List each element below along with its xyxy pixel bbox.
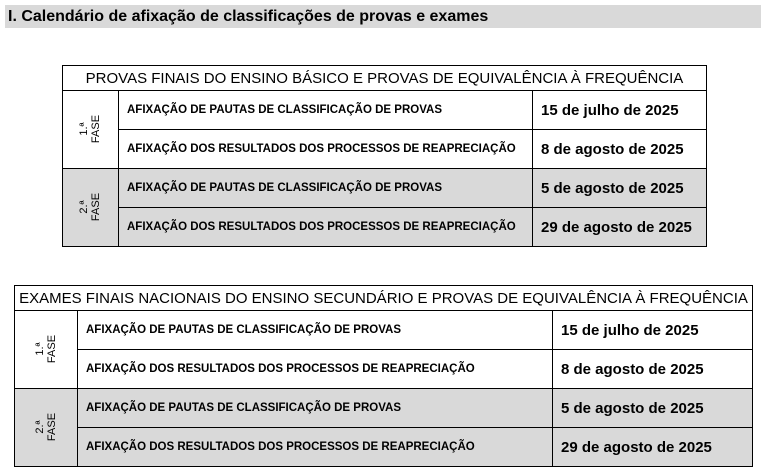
table-row — [63, 208, 707, 247]
phase-label: 2.ª FASE — [15, 389, 78, 467]
row-description: AFIXAÇÃO DOS RESULTADOS DOS PROCESSOS DE REAPRECIAÇÃO — [78, 428, 553, 467]
row-date: 15 de julho de 2025 — [553, 311, 753, 350]
table-row — [15, 311, 753, 350]
row-date: 29 de agosto de 2025 — [553, 428, 753, 467]
row-description: AFIXAÇÃO DE PAUTAS DE CLASSIFICAÇÃO DE PROVAS — [119, 169, 533, 208]
row-description: AFIXAÇÃO DE PAUTAS DE CLASSIFICAÇÃO DE PROVAS — [78, 311, 553, 350]
row-description: AFIXAÇÃO DOS RESULTADOS DOS PROCESSOS DE REAPRECIAÇÃO — [119, 208, 533, 247]
row-description: AFIXAÇÃO DOS RESULTADOS DOS PROCESSOS DE REAPRECIAÇÃO — [119, 130, 533, 169]
table-row — [63, 169, 707, 208]
table-heading: PROVAS FINAIS DO ENSINO BÁSICO E PROVAS DE EQUIVALÊNCIA À FREQUÊNCIA — [63, 66, 707, 91]
row-date: 8 de agosto de 2025 — [533, 130, 707, 169]
table-row — [15, 350, 753, 389]
section-title: I. Calendário de afixação de classificações de provas e exames — [5, 5, 761, 28]
phase-label: 2.ª FASE — [63, 169, 119, 247]
table-row — [63, 91, 707, 130]
row-date: 29 de agosto de 2025 — [533, 208, 707, 247]
table-row — [63, 130, 707, 169]
calendar-table-secondary — [14, 285, 753, 467]
row-date: 5 de agosto de 2025 — [533, 169, 707, 208]
row-description: AFIXAÇÃO DE PAUTAS DE CLASSIFICAÇÃO DE PROVAS — [119, 91, 533, 130]
phase-label: 1.ª FASE — [63, 91, 119, 169]
row-date: 5 de agosto de 2025 — [553, 389, 753, 428]
row-date: 8 de agosto de 2025 — [553, 350, 753, 389]
row-date: 15 de julho de 2025 — [533, 91, 707, 130]
phase-label: 1.ª FASE — [15, 311, 78, 389]
calendar-table-basic — [62, 65, 707, 247]
row-description: AFIXAÇÃO DE PAUTAS DE CLASSIFICAÇÃO DE PROVAS — [78, 389, 553, 428]
table-row — [15, 428, 753, 467]
table-heading: EXAMES FINAIS NACIONAIS DO ENSINO SECUNDÁRIO E PROVAS DE EQUIVALÊNCIA À FREQUÊNCIA — [15, 286, 753, 311]
row-description: AFIXAÇÃO DOS RESULTADOS DOS PROCESSOS DE REAPRECIAÇÃO — [78, 350, 553, 389]
table-row — [15, 389, 753, 428]
